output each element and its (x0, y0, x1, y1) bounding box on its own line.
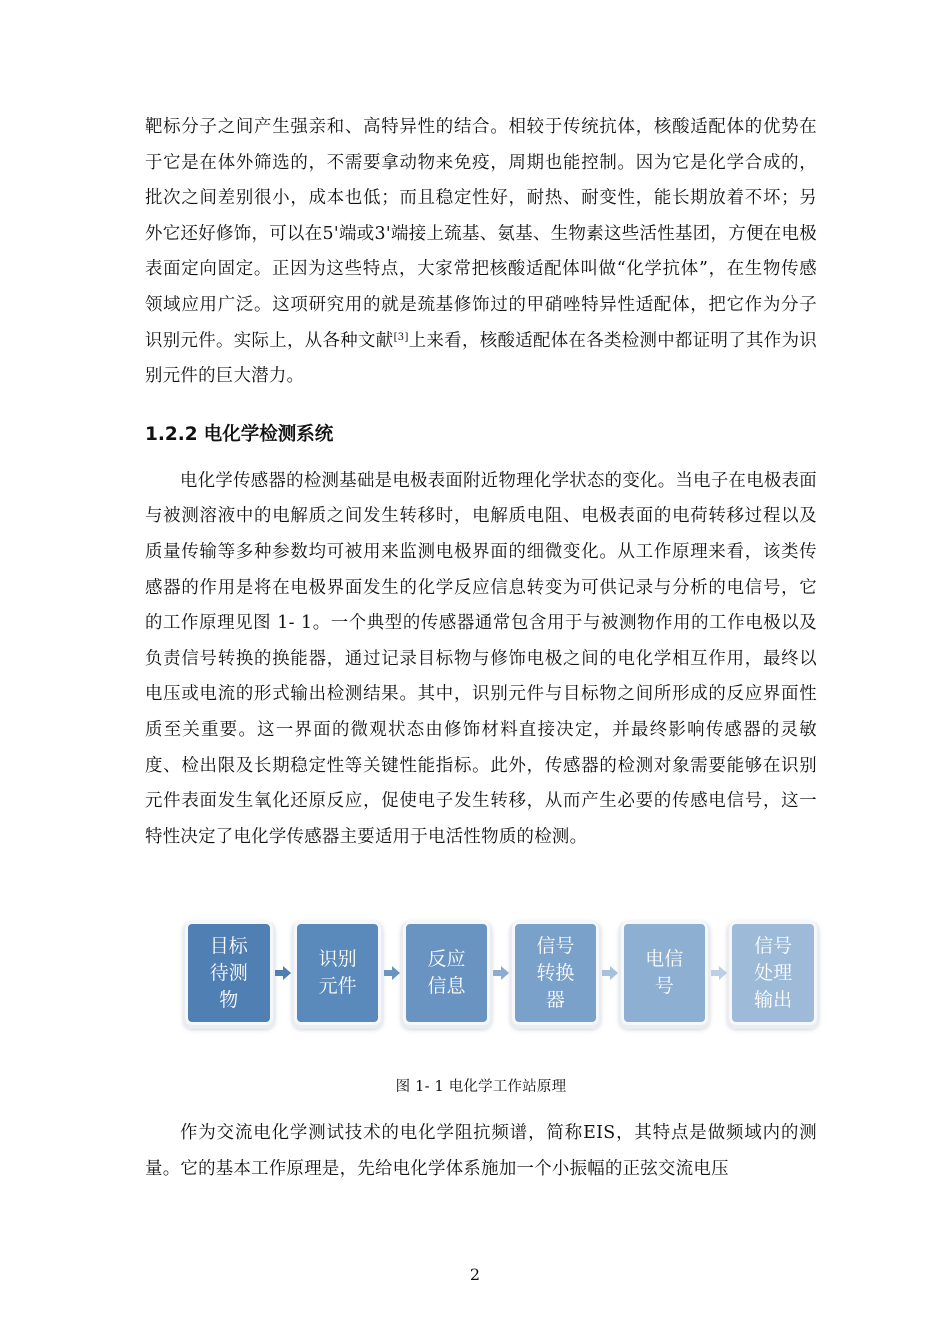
page-content (145, 110, 817, 1187)
flow-box-label: 信号 转换 器 (536, 934, 575, 1011)
paragraph-aptamer-text-a: 靶标分子之间产生强亲和、高特异性的结合。相较于传统抗体，核酸适配体的优势在于它是在体外筛选的，不需要拿动物来免疫，周期也能控制。因为它是化学合成的，批次之间差别很小，成本也低；而且稳定性好，耐热、耐变性，能长期放着不坏；另外它还好修饰，可以在5'端或3'端接上巯基、氨基、生物素这些活性基团，方便在电极表面定向固定。正因为这些特点，大家常把核酸适配体叫做“化学抗体”，在生物传感领域应用广泛。这项研究用的就是巯基修饰过的甲硝唑特异性适配体，把它作为分子识别元件。实际上，从各种文献 (145, 117, 817, 351)
flow-box-2 (294, 921, 382, 1025)
flow-box-label: 电信 号 (645, 948, 684, 998)
flow-arrow-icon (273, 966, 294, 980)
page-number: 2 (469, 1265, 481, 1284)
flow-arrow-icon (599, 966, 620, 980)
flow-box-label: 反应 信息 (427, 948, 466, 998)
section-number: 1.2.2 (145, 423, 198, 445)
section-title: 电化学检测系统 (203, 423, 334, 445)
paragraph-aptamer (145, 110, 817, 395)
flow-arrow-icon (708, 966, 729, 980)
flow-box-3 (403, 921, 491, 1025)
flow-box-label: 识别 元件 (318, 948, 357, 998)
paragraph-electrochemical: 电化学传感器的检测基础是电极表面附近物理化学状态的变化。当电子在电极表面与被测溶液中的电解质之间发生转移时，电解质电阻、电极表面的电荷转移过程以及质量传输等多种参数均可被用来监测电极界面的细微变化。从工作原理来看，该类传感器的作用是将在电极界面发生的化学反应信息转变为可供记录与分析的电信号，它的工作原理见图 1- 1。一个典型的传感器通常包含用于与被测物作用的工作电极以及负责信号转换的换能器，通过记录目标物与修饰电极之间的电化学相互作用，最终以电压或电流的形式输出检测结果。其中，识别元件与目标物之间所形成的反应界面性质至关重要。这一界面的微观状态由修饰材料直接决定，并最终影响传感器的灵敏度、检出限及长期稳定性等关键性能指标。此外，传感器的检测对象需要能够在识别元件表面发生氧化还原反应，促使电子发生转移，从而产生必要的传感电信号，这一特性决定了电化学传感器主要适用于电活性物质的检测。 (145, 470, 817, 847)
flow-box-label: 目标 待测 物 (209, 934, 248, 1011)
citation-3[interactable]: [3] (393, 331, 409, 343)
workflow-diagram (185, 918, 817, 1028)
paragraph-aptamer-text-b: 上来看，核酸适配体在各类检测中都证明了其作为识别元件的巨大潜力。 (145, 330, 818, 387)
flow-box-label: 信号 处理 输出 (754, 934, 793, 1011)
flow-box-4 (512, 921, 600, 1025)
flow-box-1 (185, 921, 273, 1025)
flow-arrow-icon (381, 966, 402, 980)
section-heading (145, 420, 817, 450)
figure-caption: 图 1- 1 电化学工作站原理 (395, 1079, 567, 1096)
flow-box-6 (729, 921, 817, 1025)
flow-arrow-icon (490, 966, 511, 980)
paragraph-eis: 作为交流电化学测试技术的电化学阻抗频谱，简称EIS，其特点是做频域内的测量。它的基本工作原理是，先给电化学体系施加一个小振幅的正弦交流电压 (145, 1123, 817, 1179)
flow-box-5 (621, 921, 709, 1025)
